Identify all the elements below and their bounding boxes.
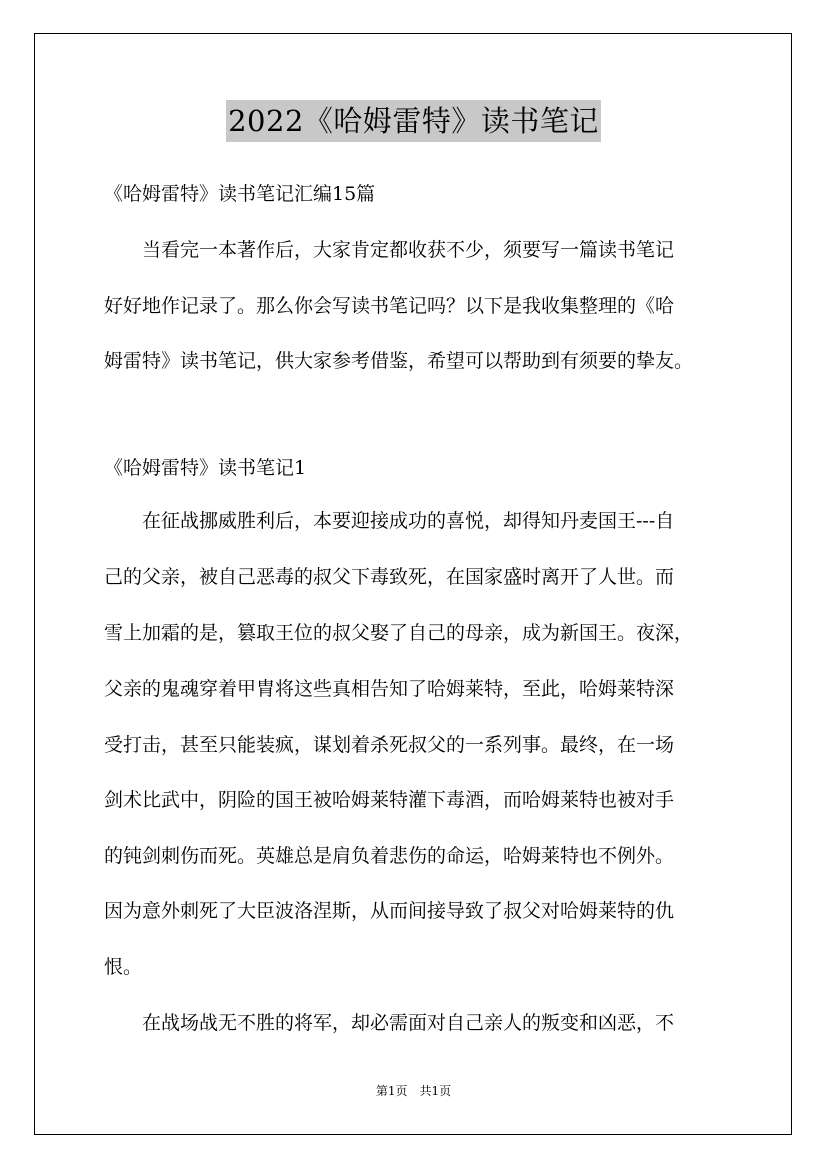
- body-line: 因为意外刺死了大臣波洛涅斯，从而间接导致了叔父对哈姆莱特的仇: [104, 900, 675, 922]
- body-line: 受打击，甚至只能装疯，谋划着杀死叔父的一系列事。最终，在一场: [104, 734, 675, 756]
- intro-line: 当看完一本著作后，大家肯定都收获不少，须要写一篇读书笔记: [104, 239, 675, 261]
- body-line: 雪上加霜的是，篡取王位的叔父娶了自己的母亲，成为新国王。夜深，: [104, 622, 694, 644]
- body-line: 剑术比武中，阴险的国王被哈姆莱特灌下毒酒，而哈姆莱特也被对手: [104, 789, 675, 811]
- section-heading: 《哈姆雷特》读书笔记1: [104, 457, 307, 479]
- body-line: 己的父亲，被自己恶毒的叔父下毒致死，在国家盛时离开了人世。而: [104, 566, 675, 588]
- subtitle: 《哈姆雷特》读书笔记汇编15篇: [104, 183, 376, 205]
- body-line: 在征战挪威胜利后，本要迎接成功的喜悦，却得知丹麦国王---自: [104, 510, 675, 532]
- document-title: 2022《哈姆雷特》读书笔记: [226, 100, 601, 142]
- intro-line: 好好地作记录了。那么你会写读书笔记吗？以下是我收集整理的《哈: [104, 295, 675, 317]
- body-line: 恨。: [104, 956, 143, 978]
- body-line: 父亲的鬼魂穿着甲胄将这些真相告知了哈姆莱特，至此，哈姆莱特深: [104, 678, 675, 700]
- intro-line: 姆雷特》读书笔记，供大家参考借鉴，希望可以帮助到有须要的挚友。: [104, 350, 694, 372]
- body-line: 的钝剑刺伤而死。英雄总是肩负着悲伤的命运，哈姆莱特也不例外。: [104, 845, 675, 867]
- body-line: 在战场战无不胜的将军，却必需面对自己亲人的叛变和凶恶，不: [104, 1012, 675, 1034]
- page-footer: 第1页 共1页: [375, 1084, 452, 1098]
